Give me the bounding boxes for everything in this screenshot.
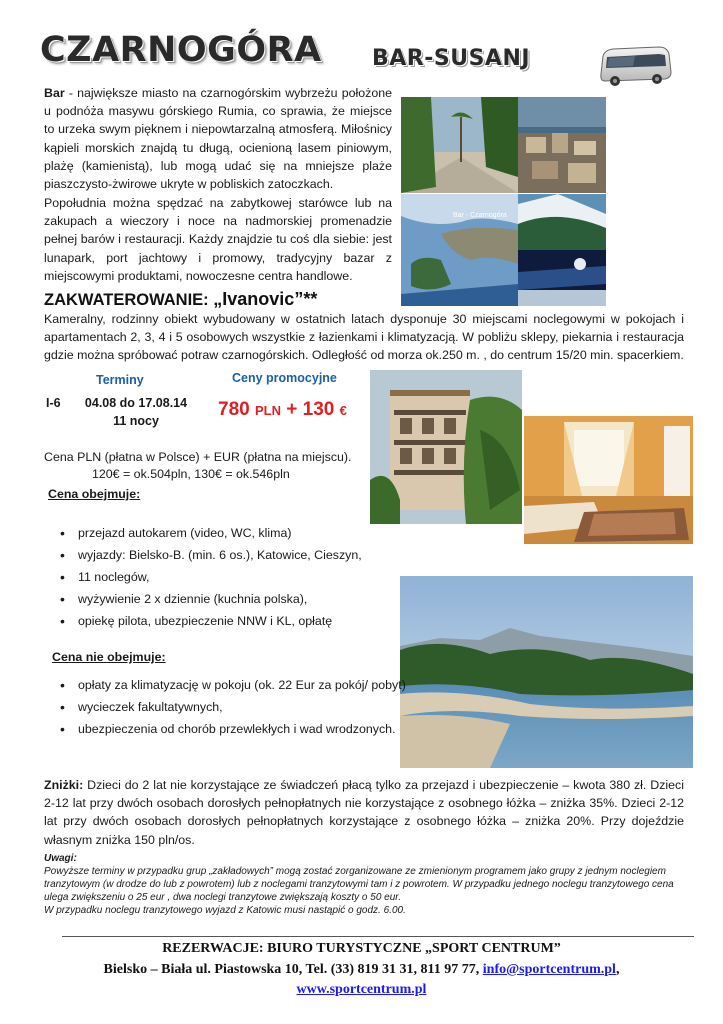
pln-unit: PLN (254, 403, 281, 418)
page-title: CZARNOGÓRA (40, 30, 322, 70)
price-note-1: Cena PLN (płatna w Polsce) + EUR (płatna na miejscu). (44, 450, 352, 464)
intro-lead-word: Bar (44, 86, 65, 100)
list-item: • ubezpieczenia od chorób przewlekłych i wad wrodzonych. (58, 722, 406, 744)
hotel-room-photo (524, 416, 693, 544)
website-link[interactable]: www.sportcentrum.pl (296, 982, 427, 997)
page-subtitle: BAR-SUSANJ (372, 46, 531, 71)
accommodation-heading (44, 289, 317, 310)
term-dates (76, 394, 196, 430)
nights-text: 11 nocy (113, 414, 159, 428)
list-item: • przejazd autokarem (video, WC, klima) (58, 526, 362, 548)
excludes-list (58, 678, 406, 744)
term-code: I-6 (46, 396, 61, 410)
hotel-building-photo (370, 370, 522, 524)
beach-photo (400, 576, 693, 768)
list-item: • wyżywienie 2 x dziennie (kuchnia polska), (58, 592, 362, 614)
terms-header: Terminy (96, 373, 144, 387)
footer-divider (62, 936, 694, 937)
beach-collage-photo (518, 194, 606, 306)
discounts-paragraph (44, 776, 684, 849)
intro-paragraph-1 (44, 84, 392, 193)
discounts-label: Zniżki: (44, 778, 84, 792)
includes-heading: Cena obejmuje: (48, 487, 141, 501)
accommodation-description: Kameralny, rodzinny obiekt wybudowany w ostatnich latach dysponuje 30 miejscami noclegowymi w pokojach i apartamentach 2, 3, 4 i 5 osobowych wszystkie z łazienkami i klimatyzacją. W pobliżu sklepy, piekarnia i restauracja gdzie można spróbować potraw czarnogórskich. Odległość od morza ok.250 m. , do centrum 15/20 min. spacerkiem. (44, 312, 684, 363)
price-eur: + 130 (286, 399, 335, 420)
intro-paragraph-2: Popołudnia można spędzać na zabytkowej starówce lub na zakupach a wieczory i noce na nadmorskiej promenadzie pełnej barów i restauracji. Każdy znajdzie tu coś dla siebie: jest lunapark, port jachtowy i promowy, tradycyjny bazar z miejscowymi produktami, nowoczesne centra handlowe. (44, 196, 392, 283)
footer-website (0, 982, 723, 998)
notes-label: Uwagi: (44, 853, 77, 864)
old-town-photo (518, 97, 606, 193)
notes-line-1: Powyższe terminy w przypadku grup „zakładowych” mogą zostać zorganizowane ze zmienionym programem jako grupy z jednym noclegiem tranzytowym (w drodze do lub z powrotem) lub z noclegami tranzytowymi tam i z powrotem. W przypadku jednego noclegu tranzytowego cena ulega zwiększeniu o 25 eur , dwa noclegi tranzytowe zwiększają koszty o 50 eur. (44, 866, 674, 903)
price-notes (44, 449, 352, 483)
list-item: • wyjazdy: Bielsko-B. (min. 6 os.), Katowice, Cieszyn, (58, 548, 362, 570)
bay-aerial-photo (401, 194, 518, 306)
email-link[interactable]: info@sportcentrum.pl (482, 962, 616, 977)
prices-header: Ceny promocyjne (232, 371, 337, 385)
accommodation-label: ZAKWATEROWANIE: (44, 291, 209, 309)
bus-icon (595, 44, 673, 90)
notes-block (44, 852, 688, 917)
notes-line-2: W przypadku noclegu tranzytowego wyjazd z Katowic musi nastąpić o godz. 6.00. (44, 905, 406, 916)
list-item: • wycieczek fakultatywnych, (58, 700, 406, 722)
hotel-name: „Ivanovic”** (213, 289, 318, 309)
photo-caption: Bar - Czarnogóra (453, 212, 507, 219)
footer-comma: , (615, 962, 620, 977)
excludes-heading: Cena nie obejmuje: (52, 650, 166, 664)
discounts-text: Dzieci do 2 lat nie korzystające ze świadczeń płacą tylko za przejazd i ubezpieczenie – kwota 380 zł. Dzieci 2-12 lat przy dwóch osobach dorosłych pełnopłatnych nie korzystające z osobnego łóżka – zniżka 35%. Dzieci 2-12 lat przy dwóch osobach dorosłych pełnopłatnych korzystające z osobnego łóżka – zniżka 20%. Przy dojeździe własnym zniżka 150 pln/os. (44, 778, 684, 847)
list-item: • opiekę pilota, ubezpieczenie NNW i KL, opłatę (58, 614, 362, 636)
price-pln: 780 (218, 399, 250, 420)
intro-text-1: - największe miasto na czarnogórskim wybrzeżu położone u podnóża masywu górskiego Rumia, co sprawia, że miejsce to urzeka swym pięknem i niepowtarzalną atmosferą. Miłośnicy kąpieli morskich znajdą tu długą, ocienioną lasem piniowym, plażę (kamienistą), lub mogą udać się na mniejsze plaże piaszczysto-żwirowe ukryte w pobliskich zatoczkach. (44, 86, 392, 192)
footer-title: REZERWACJE: BIURO TURYSTYCZNE „SPORT CENTRUM” (162, 941, 561, 956)
footer-address (0, 962, 723, 978)
eur-unit: € (339, 403, 347, 418)
dates-text: 04.08 do 17.08.14 (84, 396, 188, 410)
price-note-2: 120€ = ok.504pln, 130€ = ok.546pln (92, 467, 290, 481)
footer-address-text: Bielsko – Biała ul. Piastowska 10, Tel. (33) 819 31 31, 811 97 77, (103, 962, 483, 977)
list-item: • opłaty za klimatyzację w pokoju (ok. 22 Eur za pokój/ pobyt) (58, 678, 406, 700)
promenade-photo (401, 97, 518, 193)
list-item: • 11 noclegów, (58, 570, 362, 592)
includes-list (58, 526, 362, 636)
price (218, 399, 347, 421)
